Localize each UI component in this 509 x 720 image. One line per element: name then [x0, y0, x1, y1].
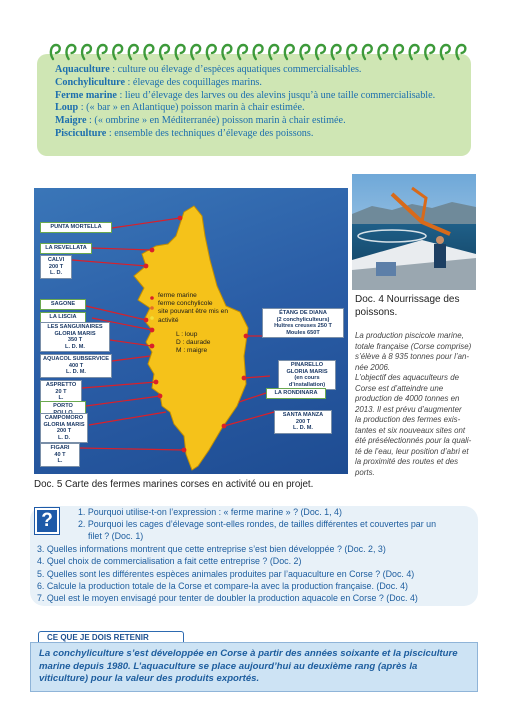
spiral-ring — [160, 45, 169, 59]
spiral-ring — [176, 45, 185, 59]
photo-caption: Doc. 4 Nourrissage des poissons. — [355, 294, 460, 318]
map-label-sagone: SAGONE — [40, 299, 86, 310]
spiral-ring — [269, 45, 278, 59]
glossary-entry: Pisciculture : ensemble des techniques d’élevage des poissons. — [55, 127, 314, 139]
spiral-ring — [378, 45, 387, 59]
map-label-campomoro: CAMPOMORO GLORIA MARIS 200 T L. D. — [40, 413, 88, 443]
spiral-ring — [316, 45, 325, 59]
question-item: 1. Pourquoi utilise-t-on l’expression : « ferme marine » ? (Doc. 1, 4) — [78, 507, 342, 517]
map-label-rondinara: LA RONDINARA — [266, 388, 326, 399]
spiral-ring — [425, 45, 434, 59]
glossary-entry: Aquaculture : culture ou élevage d’espèces aquatiques commercialisables. — [55, 64, 362, 75]
spiral-ring — [254, 45, 263, 59]
map-label-aspretto: ASPRETTO 20 T L. — [40, 380, 82, 404]
map-label-liscia: LA LISCIA — [40, 312, 86, 323]
map-caption: Doc. 5 Carte des fermes marines corses en activité ou en projet. — [34, 479, 314, 490]
corsica-map — [34, 188, 348, 474]
fish-feeding-photo — [352, 174, 476, 290]
map-label-revellata: LA REVELLATA — [40, 243, 92, 254]
spiral-ring — [300, 45, 309, 59]
glossary-entry: Loup : (« bar » en Atlantique) poisson marin à chair estimée. — [55, 102, 305, 114]
map-label-porto-pollo: PORTO — [40, 401, 86, 418]
spiral-ring — [347, 45, 356, 59]
spiral-ring — [144, 45, 153, 59]
question-item: 2. Pourquoi les cages d’élevage sont-elles rondes, de tailles différentes et couvertes par un — [78, 519, 437, 529]
spiral-ring — [285, 45, 294, 59]
map-legend: ferme marine ferme conchylicole site pouvant être mis en activité L : loup D : daurade M : maigre — [158, 292, 229, 355]
retain-box — [30, 642, 478, 692]
question-item: 7. Quel est le moyen envisagé pour tenter de doubler la production aquacole en Corse ? (Doc. 4) — [37, 593, 418, 603]
spiral-ring — [207, 45, 216, 59]
spiral-ring — [441, 45, 450, 59]
map-label-figari: FIGARI 40 T L. — [40, 443, 80, 467]
spiral-ring — [363, 45, 372, 59]
question-item: 3. Quelles informations montrent que cette entreprise s’est bien développée ? (Doc. 2, 3) — [37, 544, 386, 554]
spiral-ring — [410, 45, 419, 59]
map-label-pinarello: PINARELLO GLORIA MARIS (en cours d’installation) — [278, 360, 336, 390]
glossary-entry: Conchyliculture : élevage des coquillages marins. — [55, 76, 262, 88]
retain-text: La conchyliculture s’est développée en Corse à partir des années soixante et la pisciculture marine depuis 1980. L’aquaculture se place aujourd’hui au deuxième rang (après la viticulture) pour la valeur des produits exportés. — [39, 648, 458, 685]
spiral-ring — [238, 45, 247, 59]
spiral-ring — [82, 45, 91, 59]
question-mark-icon: ? — [35, 508, 59, 534]
spiral-ring — [129, 45, 138, 59]
map-label-calvi: CALVI 200 T L. D. — [40, 255, 72, 279]
spiral-ring — [113, 45, 122, 59]
question-item: 5. Quelles sont les différentes espèces animales produites par l’aquaculture en Corse ? (Doc. 4) — [37, 569, 415, 579]
spiral-ring — [191, 45, 200, 59]
spiral-ring — [332, 45, 341, 59]
map-label-santa-manza: SANTA MANZA 200 T L. D. M. — [274, 410, 332, 434]
map-label-diana: ÉTANG DE DIANA (2 conchyliculteurs) Huîtres creuses 250 T Moules 650T — [262, 308, 344, 338]
map-label-sanguinaires: LES SANGUINAIRES GLORIA MARIS 350 T L. D. M. — [40, 322, 110, 352]
question-item: 6. Calcule la production totale de la Corse et compare-la avec la production française. (Doc. 4) — [37, 581, 408, 591]
map-label-aquacol: AQUACOL SUBSERVICE 400 T L. D. M. — [40, 354, 112, 378]
spiral-ring — [66, 45, 75, 59]
retain-title: CE QUE JE DOIS RETENIR — [38, 631, 184, 643]
spiral-ring — [222, 45, 231, 59]
question-item: 4. Quel choix de commercialisation a fait cette entreprise ? (Doc. 2) — [37, 556, 302, 566]
glossary-entry: Maigre : (« ombrine » en Méditerranée) poisson marin à chair estimée. — [55, 115, 346, 127]
production-text: La production piscicole marine, totale française (Corse comprise) s’élève à 8 935 tonnes pour l’an- née 2006. L’objectif des aquaculteurs de Corse est d’atteindre une production de 4000 tonnes en 2013. Il est prévu d’augmenter la production des fermes exis- tantes et six nouveaux sites ont été présélectionnés pour la quali- té de l’eau, leur position d’abri et la proximité des routes et des ports. — [355, 331, 472, 477]
spiral-ring — [456, 45, 465, 59]
spiral-ring — [98, 45, 107, 59]
glossary-box — [37, 54, 471, 156]
glossary-entry: Ferme marine : lieu d’élevage des larves ou des alevins jusqu’à une taille commercialisable. — [55, 89, 436, 101]
spiral-ring — [51, 45, 60, 59]
question-item: filet ? (Doc. 1) — [88, 531, 144, 541]
spiral-ring — [394, 45, 403, 59]
spiral-binding-icon — [47, 41, 467, 63]
questions-box — [30, 506, 478, 606]
map-label-punta-mortella: PUNTA MORTELLA — [40, 222, 112, 233]
